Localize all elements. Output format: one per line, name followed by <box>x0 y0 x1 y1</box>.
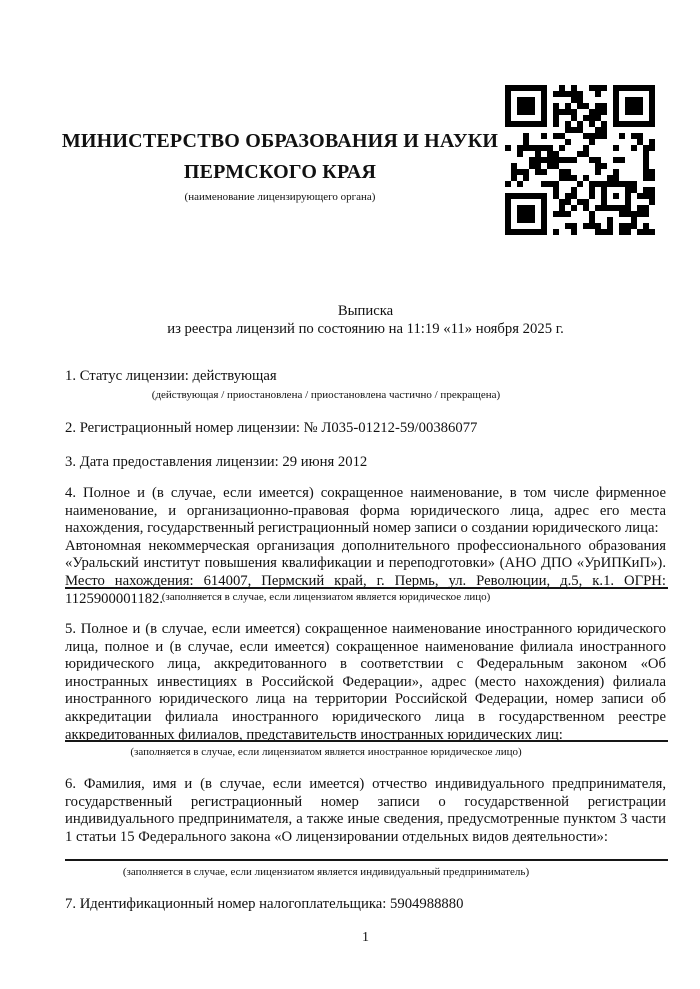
document-body <box>65 0 666 989</box>
note-4-entrepreneur: (заполняется в случае, если лицензиатом является индивидуальный предприниматель) <box>122 866 530 878</box>
item-2-registration-number: 2. Регистрационный номер лицензии: № Л035-01212-59/00386077 <box>65 420 478 436</box>
ministry-name-line2: ПЕРМСКОГО КРАЯ <box>183 161 377 183</box>
extract-title: Выписка <box>337 303 394 319</box>
item-4-answer: Автономная некоммерческая организация дополнительного профессионального образования «Уральский институт повышения квалификации и переподготовки» (АНО ДПО «УрИПКиП»). Место нахождения: 614007, Пермский край, г. Пермь, ул. Революции, д.5, к.1. ОГРН: 1125900001182. <box>65 537 666 607</box>
item-1-license-status: 1. Статус лицензии: действующая <box>65 368 277 384</box>
extract-date-line: из реестра лицензий по состоянию на 11:19 «11» ноября 2025 г. <box>167 320 564 337</box>
note-3-foreign-entity: (заполняется в случае, если лицензиатом является иностранное юридическое лицо) <box>130 746 522 758</box>
ministry-name-line1: МИНИСТЕРСТВО ОБРАЗОВАНИЯ И НАУКИ <box>61 130 499 152</box>
item-4-question: 4. Полное и (в случае, если имеется) сокращенное наименование, в том числе фирменное наименование, и организационно-правовая форма юридического лица, адрес его места нахождения, государственный регистрационный номер записи о создании юридического лица: <box>65 485 666 537</box>
extract-title-block <box>65 303 666 338</box>
authority-caption: (наименование лицензирующего органа) <box>184 191 376 203</box>
divider-3 <box>65 859 668 861</box>
divider-1 <box>65 587 668 589</box>
page-number: 1 <box>362 930 369 945</box>
item-5-foreign-entity-question: 5. Полное и (в случае, если имеется) сокращенное наименование иностранного юридического лица, полное и (в случае, если имеется) сокращенное наименование филиала иностранного юридического лица, аккредитованного в соответствии с Федеральным законом «Об иностранных инвестициях в Российской Федерации», адрес (место нахождения) филиала иностранного юридического лица на территории Российской Федерации, номер записи об аккредитации филиала иностранного юридического лица в государственном реестре аккредитованных филиалов, представительств иностранных юридических лиц: <box>65 621 666 743</box>
divider-2 <box>65 740 668 742</box>
note-1-status-options: (действующая / приостановлена / приостановлена частично / прекращена) <box>151 389 501 401</box>
item-3-grant-date: 3. Дата предоставления лицензии: 29 июня 2012 <box>65 454 368 470</box>
item-6-entrepreneur-question: 6. Фамилия, имя и (в случае, если имеется) отчество индивидуального предпринимателя, государственный регистрационный номер записи о государственной регистрации индивидуального предпринимателя, а также иные сведения, предусмотренные пунктом 3 части 1 статьи 15 Федерального закона «О лицензировании отдельных видов деятельности»: <box>65 776 666 845</box>
note-2-legal-entity: (заполняется в случае, если лицензиатом является юридическое лицо) <box>161 591 491 603</box>
item-7-taxpayer-id: 7. Идентификационный номер налогоплательщика: 5904988880 <box>65 896 464 912</box>
item-4-legal-entity-block <box>65 485 666 608</box>
